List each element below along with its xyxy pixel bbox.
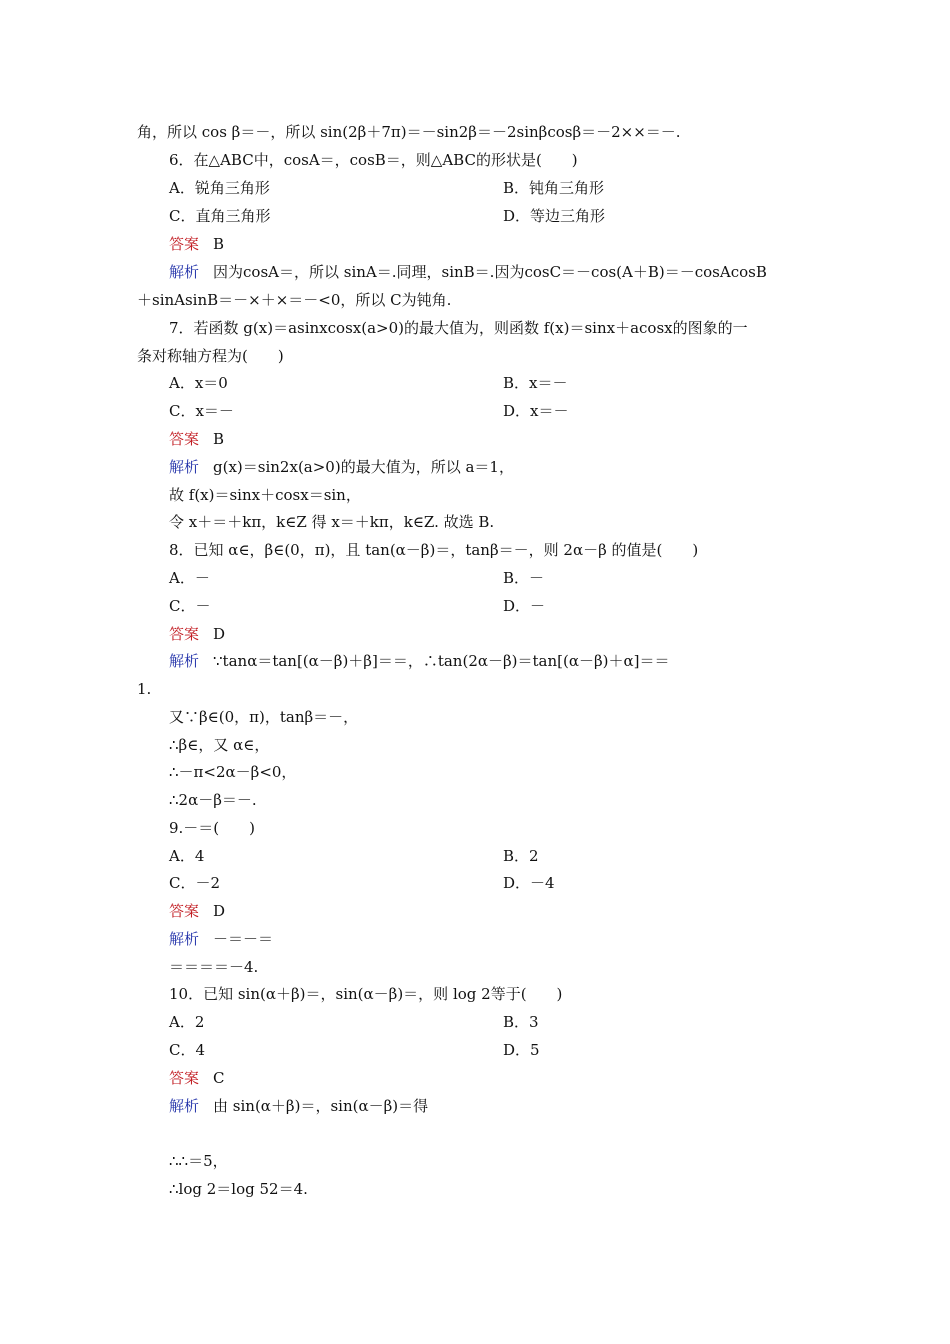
text-line: ∴β∈，又 α∈， [169, 736, 270, 754]
analysis-text: g(x)＝sin2x(a>0)的最大值为，所以 a＝1， [213, 458, 514, 476]
option-d: D．5 [503, 1041, 540, 1059]
option-d: D．等边三角形 [503, 207, 606, 225]
option-b: B．3 [503, 1013, 539, 1031]
answer-value: D [213, 625, 226, 643]
answer-value: B [213, 430, 225, 448]
text-line: 1. [137, 680, 152, 698]
text-line: 又∵β∈(0，π)，tanβ＝－， [169, 708, 359, 726]
option-d: D．－ [503, 597, 546, 615]
option-c: C．直角三角形 [169, 207, 271, 225]
option-a: A．4 [169, 847, 205, 865]
text-line: 角，所以 cos β＝－，所以 sin(2β＋7π)＝－sin2β＝－2sinβcosβ＝－2××＝－. [137, 123, 681, 141]
option-c: C．4 [169, 1041, 206, 1059]
option-a: A．－ [169, 569, 210, 587]
analysis-text: 因为cosA＝，所以 sinA＝.同理，sinB＝.因为cosC＝－cos(A＋B)＝－cosAcosB [213, 263, 767, 281]
text-line: 故 f(x)＝sinx＋cosx＝sin， [169, 486, 361, 504]
answer-line [169, 234, 224, 254]
option-d: D．x＝－ [503, 402, 569, 420]
analysis-line [169, 457, 514, 477]
question-6-stem: 6．在△ABC中，cosA＝，cosB＝，则△ABC的形状是( ) [169, 151, 578, 169]
analysis-label: 解析 [169, 1097, 200, 1115]
question-9-stem: 9.－＝( ) [169, 819, 256, 837]
text-line: ∴log 2＝log 52＝4. [169, 1180, 308, 1198]
answer-label: 答案 [169, 235, 200, 253]
answer-value: B [213, 235, 225, 253]
answer-value: C [213, 1069, 225, 1087]
analysis-label: 解析 [169, 263, 200, 281]
text-line: 令 x＋＝＋kπ，k∈Z 得 x＝＋kπ，k∈Z. 故选 B. [169, 513, 495, 531]
answer-label: 答案 [169, 430, 200, 448]
option-b: B．－ [503, 569, 545, 587]
option-d: D．－4 [503, 874, 555, 892]
answer-value: D [213, 902, 226, 920]
answer-line [169, 624, 225, 644]
text-line: ＝＝＝＝－4. [169, 958, 259, 976]
answer-label: 答案 [169, 902, 200, 920]
analysis-line [169, 262, 767, 282]
analysis-label: 解析 [169, 930, 200, 948]
option-c: C．－ [169, 597, 211, 615]
option-a: A．x＝0 [169, 374, 228, 392]
option-c: C．x＝－ [169, 402, 234, 420]
text-line: ∴－π<2α－β<0， [169, 763, 297, 781]
analysis-text: －＝－＝ [213, 930, 274, 948]
question-7-stem: 7．若函数 g(x)＝asinxcosx(a>0)的最大值为，则函数 f(x)＝sinx＋acosx的图象的一 [169, 319, 748, 337]
answer-label: 答案 [169, 1069, 200, 1087]
option-b: B．钝角三角形 [503, 179, 605, 197]
analysis-label: 解析 [169, 652, 200, 670]
answer-label: 答案 [169, 625, 200, 643]
option-b: B．2 [503, 847, 539, 865]
option-b: B．x＝－ [503, 374, 568, 392]
answer-line [169, 1068, 225, 1088]
analysis-line [169, 651, 669, 671]
text-line: 条对称轴方程为( ) [137, 347, 284, 365]
answer-line [169, 901, 225, 921]
analysis-text: 由 sin(α＋β)＝，sin(α－β)＝得 [213, 1097, 429, 1115]
option-c: C．－2 [169, 874, 221, 892]
option-a: A．锐角三角形 [169, 179, 270, 197]
analysis-text: ∵tanα＝tan[(α－β)＋β]＝＝，∴tan(2α－β)＝tan[(α－β)＋α]＝＝ [213, 652, 670, 670]
question-8-stem: 8．已知 α∈，β∈(0，π)，且 tan(α－β)＝，tanβ＝－，则 2α－β 的值是( ) [169, 541, 699, 559]
analysis-label: 解析 [169, 458, 200, 476]
text-line: ∴∴＝5， [169, 1152, 228, 1170]
question-10-stem: 10．已知 sin(α＋β)＝，sin(α－β)＝，则 log 2等于( ) [169, 985, 563, 1003]
analysis-line [169, 929, 273, 949]
text-line: ∴2α－β＝－. [169, 791, 257, 809]
option-a: A．2 [169, 1013, 205, 1031]
analysis-line [169, 1096, 428, 1116]
text-line: ＋sinAsinB＝－×＋×＝－<0，所以 C为钝角. [137, 291, 452, 309]
answer-line [169, 429, 224, 449]
